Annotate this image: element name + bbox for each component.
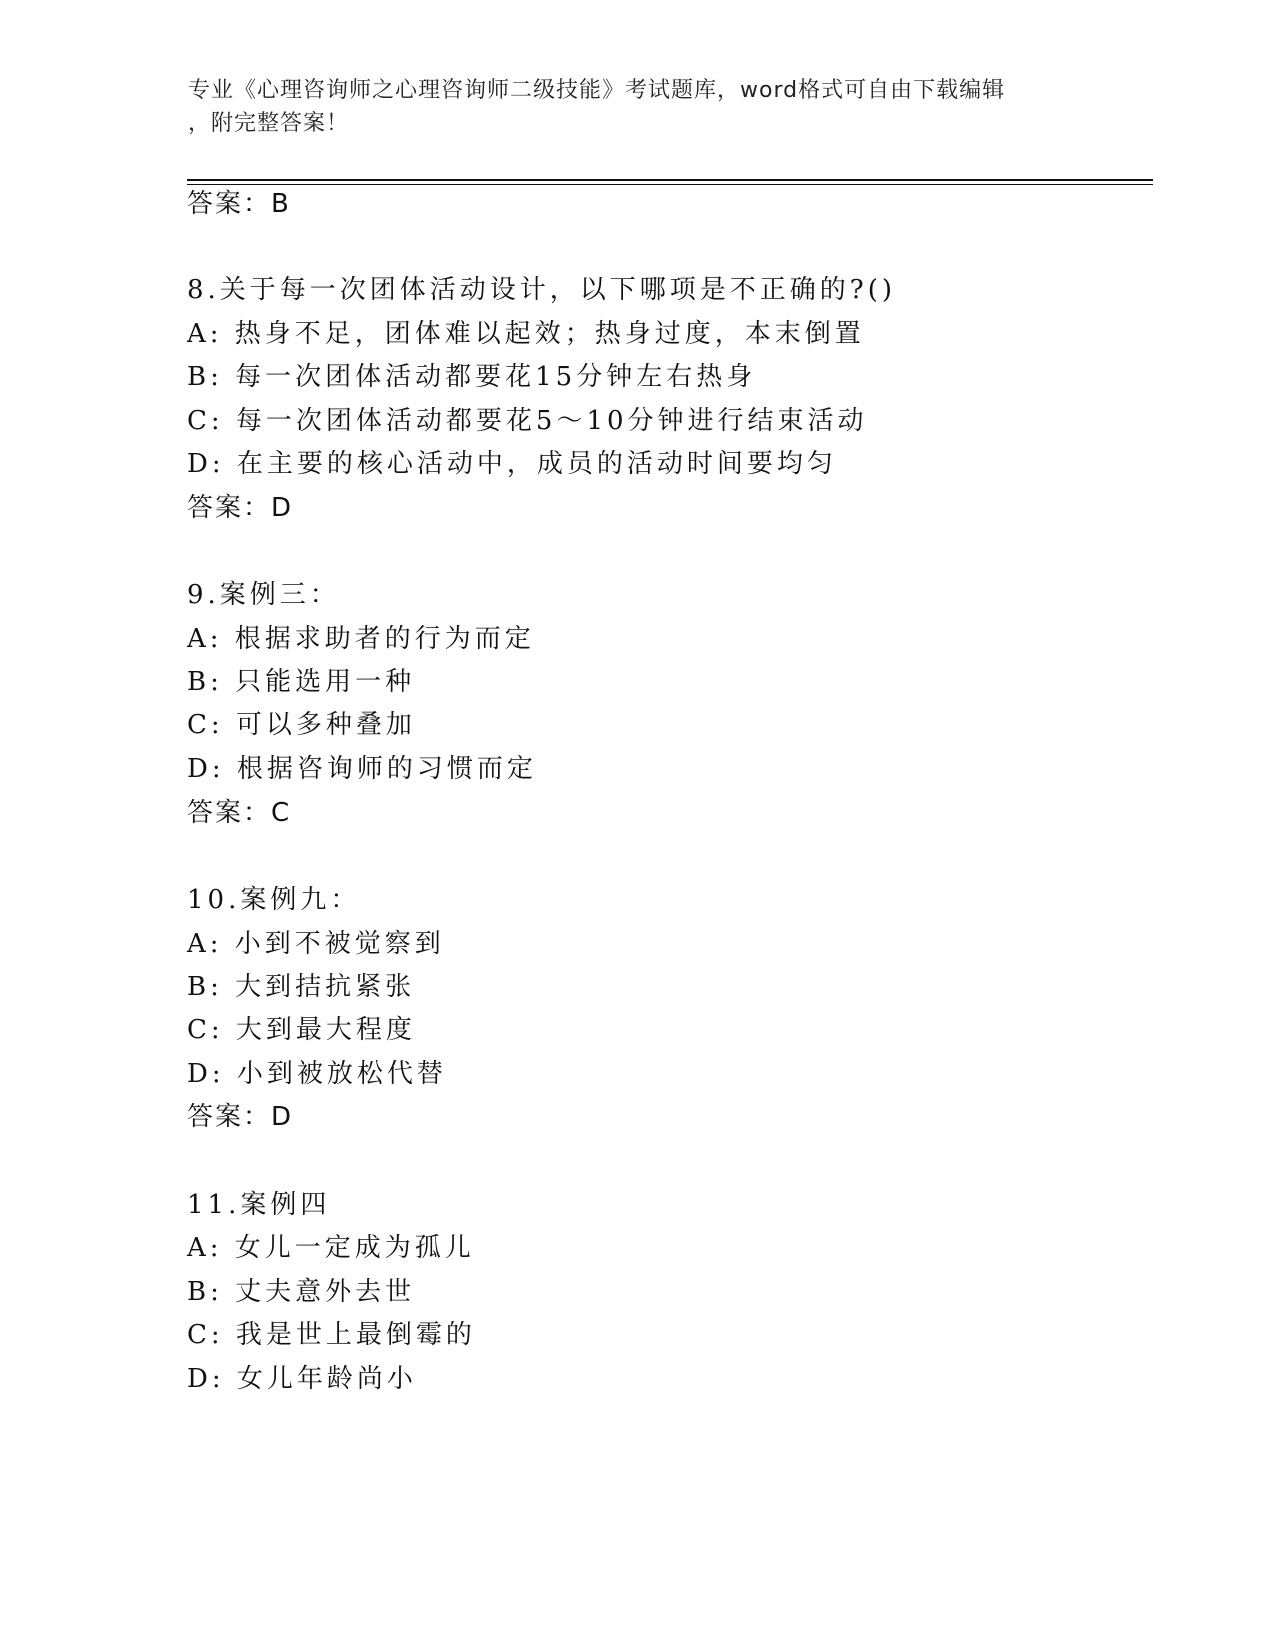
option-b: B: 每一次团体活动都要花15分钟左右热身 [187, 362, 757, 392]
question-10: 10.案例九： [187, 885, 361, 915]
answer-line: 答案：C [187, 798, 292, 828]
answer-line: 答案：D [187, 493, 294, 523]
option-c: C: 我是世上最倒霉的 [187, 1320, 476, 1350]
option-a: A: 小到不被觉察到 [187, 929, 445, 959]
option-b: B: 大到拮抗紧张 [187, 972, 416, 1002]
document-header [188, 74, 1088, 140]
option-d: D: 在主要的核心活动中，成员的活动时间要均匀 [187, 449, 837, 479]
option-c: C: 大到最大程度 [187, 1015, 416, 1045]
option-b: B: 丈夫意外去世 [187, 1277, 416, 1307]
header-line-1: 专业《心理咨询师之心理咨询师二级技能》考试题库，word格式可自由下载编辑 [188, 78, 1006, 103]
option-a: A: 女儿一定成为孤儿 [187, 1233, 475, 1263]
question-11: 11.案例四 [187, 1190, 331, 1220]
option-c: C: 可以多种叠加 [187, 710, 416, 740]
option-c: C: 每一次团体活动都要花5～10分钟进行结束活动 [187, 406, 868, 436]
option-a: A: 根据求助者的行为而定 [187, 624, 535, 654]
answer-line: 答案：B [187, 189, 291, 219]
option-d: D: 根据咨询师的习惯而定 [187, 754, 537, 784]
answer-line: 答案：D [187, 1102, 294, 1132]
option-a: A: 热身不足，团体难以起效；热身过度，本末倒置 [187, 319, 865, 349]
question-9: 9.案例三： [187, 580, 340, 610]
header-rule-thin [187, 184, 1153, 185]
option-d: D: 小到被放松代替 [187, 1059, 447, 1089]
option-d: D: 女儿年龄尚小 [187, 1364, 417, 1394]
question-8: 8.关于每一次团体活动设计，以下哪项是不正确的?() [187, 275, 897, 305]
header-rule-thick [187, 179, 1153, 181]
header-line-2: ，附完整答案！ [188, 111, 350, 136]
option-b: B: 只能选用一种 [187, 667, 416, 697]
